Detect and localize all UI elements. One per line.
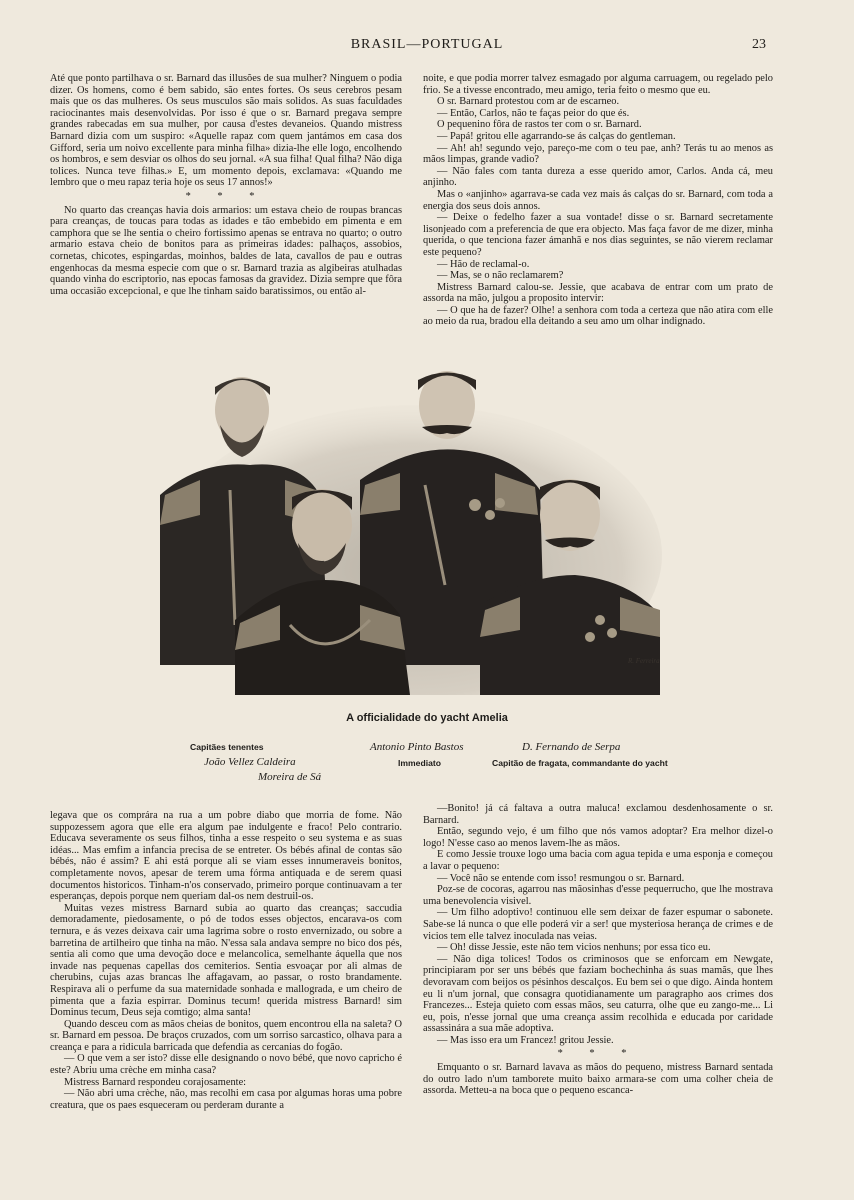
- label-capitaes-tenentes: Capitães tenentes: [190, 742, 264, 752]
- paragraph: Muitas vezes mistress Barnard subia ao quarto das creanças; saccudia demoradamente, piedosamente, o pó de todos esses objectos, encarava-os com ternura, e ás vezes deixava cair uma lagrima sobre o rosto envernizado, ou sobre a barretina de artilheiro que tinha na mão. N'essa sala andava sempre no bico dos pés, sentia ali como que uma devoção doce e melancolica, semelhante áquella que nos invade nas pequenas capellas dos cemiterios. Sentia esvoaçar por ali almas de cherubins, cujas azas brancas lhe affagavam, ao passar, o rosto brandamente. Respirava ali o perfume da sua maternidade sonhada e mallograda, e um cheiro de pimenta que a fazia espirrar. Dominus tecum! querida mistress Barnard! sim Dominus tecum, Deus seja comtigo; alma santa!: [50, 902, 402, 1019]
- running-header: [0, 37, 854, 57]
- figure-caption: A officialidade do yacht Amelia: [346, 712, 508, 724]
- paragraph: O sr. Barnard protestou com ar de escarneo.: [437, 96, 620, 108]
- section-break: * * *: [557, 1048, 639, 1060]
- paragraph: Mistress Barnard respondeu corajosamente:: [64, 1076, 247, 1088]
- paragraph: — Você não se entende com isso! resmungou o sr. Barnard.: [437, 872, 685, 884]
- paragraph: —Bonito! já cá faltava a outra maluca! exclamou desdenhosamente o sr. Barnard.: [423, 803, 773, 826]
- name-fernando-de-serpa: D. Fernando de Serpa: [522, 741, 621, 753]
- paragraph: No quarto das creanças havia dois armarios: um estava cheio de roupas brancas para creanças, de toucas para todas as idades e tão embebido em pimenta e em camphora que se lhe sentia o cheiro fortissimo apenas se entrava no quarto; o outro armario estava cheio de bonitos para as primeiras idades: palhaços, assobios, cornetas, chicotes, espingardas, moinhos, baldes de lata, cavallos de pau e outras engenhocas da mesma especie com que o sr. Barnard trazia as algibeiras atulhadas quando vinha do escriptorio, nas epocas famosas da gravidez. Dizia sempre que fôra uma occasião excepcional, e que lhe tinham saido baratissimos, ou então al-: [50, 204, 402, 297]
- column-top-left: [50, 73, 402, 297]
- paragraph: legava que os comprára na rua a um pobre diabo que morria de fome. Não suppozessem agora que elle era algum pae indulgente e fraco! Pelo contrario. Educava severamente os seus filhos, tinha a esse respeito o seu systema e as suas idéas... Mas emfim a infancia precisa de se entreter. Os bébés afinal de contas são bébés, não é assim? E ahi está porque ali se viam esses innumeraveis bonitos, completamente novos, apesar de terem uma fórma antiquada e de serem quasi documentos historicos. Tinham-n'os conservado, primeiro porque continuavam a ter esperanças, depois porque nem queriam dal-os nem destruil-os.: [50, 810, 402, 903]
- name-vellez-caldeira: João Vellez Caldeira: [204, 756, 296, 768]
- section-break: * * *: [185, 190, 267, 202]
- officers-photograph: [160, 365, 664, 695]
- paragraph: Mistress Barnard calou-se. Jessie, que acabava de entrar com um prato de assorda na mão, julgou a proposito intervir:: [423, 281, 773, 305]
- paragraph: Até que ponto partilhava o sr. Barnard das illusões de sua mulher? Ninguem o podia dizer. Os homens, como é bem sabido, são entes fortes. Os seus cerebros pesam mais que os das mulheres. Os seus musculos são mais solidos. As suas faculdades raciocinantes mais desenvolvidas. Por isso é que o sr. Barnard pregava sempre grandes rabecadas em sua mulher, por causa d'estes devaneios. Quando mistress Barnard dizia com um suspiro: «Aquelle rapaz com quem jantámos em casa dos Gifford, seria um noivo excellente para minha filha» dizia-lhe elle logo, encolhendo os hombros, e sem desviar os olhos do seu jornal. «A sua filha! Qual filha? Não diga tolices. Nunca teve filhas.» E, um momento depois, exclamava: «Quando me lembro que o meu rapaz teria hoje os seus 17 annos!»: [50, 73, 402, 189]
- journal-title: BRASIL—PORTUGAL: [350, 37, 504, 52]
- paragraph: — O que ha de fazer? Olhe! a senhora com toda a certeza que não atira com elle ao meio da rua, bradou ella deitando a seu amo um olhar indignado.: [423, 304, 773, 328]
- paragraph: — Hão de reclamal-o.: [437, 258, 530, 270]
- label-immediato: Immediato: [398, 758, 441, 768]
- paragraph: E como Jessie trouxe logo uma bacia com agua tepida e uma esponja e começou a lavar o pequeno:: [423, 849, 773, 872]
- page-number: 23: [752, 37, 766, 52]
- paragraph: — Um filho adoptivo! continuou elle sem deixar de fazer espumar o sabonete. Sabe-se lá nunca o que elle poderá vir a ser! que mysteriosa herança de crimes e de vicios tem elle talvez inoculada nas veias.: [423, 907, 773, 942]
- paragraph: — Oh! disse Jessie, este não tem vicios nenhuns; por essa tico eu.: [437, 942, 711, 954]
- name-pinto-bastos: Antonio Pinto Bastos: [370, 741, 464, 753]
- paragraph: — Não diga tolices! Todos os criminosos que se enforcam em Newgate, principiaram por ser uns bébés que faziam bochechinha ás suas mamãs, que lhes devoravam com beijos os pésinhos descalços. Eu bem sei o que digo. Ainda hontem eu li n'um jornal, que consagra quotidianamente um paragrapho aos crimes dos Francezes... Esteja quieto com essas mãos, seu caturra, olhe que eu zango-me... Li eu, pois, n'esse jornal que uma creança assim recolhida e educada por caridade assassinára a sua mãe adoptiva.: [423, 953, 773, 1035]
- paragraph: noite, e que podia morrer talvez esmagado por alguma carruagem, ou regelado pelo frio. Se a tivesse encontrado, meu amigo, teria feito o mesmo que eu.: [423, 73, 773, 96]
- paragraph: — Mas isso era um Francez! gritou Jessie.: [437, 1034, 614, 1046]
- paragraph: — Então, Carlos, não te faças peior do que és.: [437, 107, 630, 119]
- name-moreira-de-sa: Moreira de Sá: [258, 771, 322, 783]
- paragraph: Emquanto o sr. Barnard lavava as mãos do pequeno, mistress Barnard sentada do outro lado n'um tamborete muito baixo armara-se com uma colher cheia de assorda. Metteu-a na boca que o pequeno escanca-: [423, 1062, 773, 1097]
- paragraph: — Deixe o fedelho fazer a sua vontade! disse o sr. Barnard secretamente lisonjeado com a preferencia de que era objecto. Mas faça favor de me dizer, minha querida, o que tenciona fazer ámanhã e nos dias seguintes, se não vierem reclamar este pequeno?: [423, 212, 773, 258]
- paragraph: Então, segundo vejo, é um filho que nós vamos adoptar? Era melhor dizel-o logo! N'esse caso ao menos lavem-lhe as mãos.: [423, 826, 773, 849]
- column-bottom-right: [423, 803, 773, 1097]
- paragraph: — Mas, se o não reclamarem?: [437, 270, 564, 282]
- paragraph: — O que vem a ser isto? disse elle designando o novo bébé, que novo capricho é este? Abriu uma crèche em minha casa?: [50, 1053, 402, 1077]
- paragraph: O pequenino fôra de rastos ter com o sr. Barnard.: [437, 119, 642, 131]
- paragraph: — Papá! gritou elle agarrando-se ás calças do gentleman.: [437, 130, 676, 142]
- paragraph: Mas o «anjinho» agarrava-se cada vez mais ás calças do sr. Barnard, com toda a energia dos seus dois annos.: [423, 188, 773, 212]
- column-bottom-left: [50, 810, 402, 1111]
- column-top-right: [423, 73, 773, 328]
- photographer-signature: R. Ferreira: [628, 657, 660, 665]
- paragraph: — Ah! ah! segundo vejo, pareço-me com o teu pae, anh? Terás tu ao menos as mãos limpas, grande vadio?: [423, 142, 773, 166]
- paragraph: Quando desceu com as mãos cheias de bonitos, quem encontrou ella na saleta? O sr. Barnard em pessoa. De braços cruzados, com um sorriso sarcastico, olhava para a creança e para a ridicula barricada que defendia as cercanias do fogão.: [50, 1018, 402, 1053]
- paragraph: — Não abri uma crèche, não, mas recolhi em casa por algumas horas uma pobre creatura, que os paes esqueceram ou perderam durante a: [50, 1088, 402, 1111]
- paragraph: — Não fales com tanta dureza a esse querido amor, Carlos. Anda cá, meu anjinho.: [423, 165, 773, 189]
- paragraph: Poz-se de cocoras, agarrou nas mãosinhas d'esse pequerrucho, que lhe mostrava uma benevolencia visivel.: [423, 884, 773, 907]
- label-capitao-fragata: Capitão de fragata, commandante do yacht: [492, 758, 668, 768]
